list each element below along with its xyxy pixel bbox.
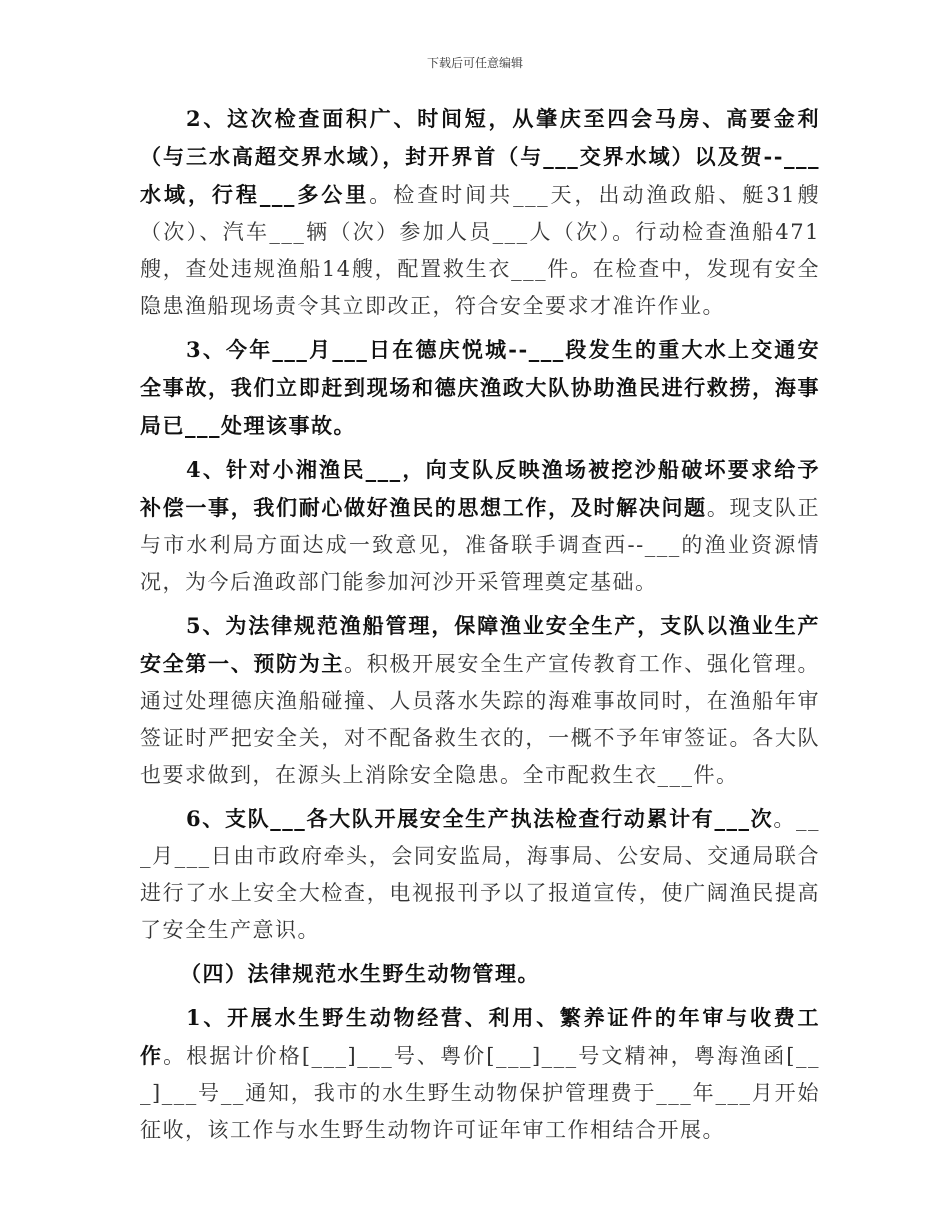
paragraph-text: 。现支队正与市水利局方面达成一致意见，准备联手调查西--___的渔业资源情况，为今后渔政部门能参加河沙开采管理奠定基础。 <box>140 496 821 594</box>
paragraph-item-3 <box>140 331 820 445</box>
paragraph-text: 。___月___日由市政府牵头，会同安监局，海事局、公安局、交通局联合进行了水上安全大检查，电视报刊予以了报道宣传，使广阔渔民提高了安全生产意识。 <box>140 807 820 942</box>
paragraph-bold-text: 4、针对小湘渔民___，向支队反映渔场被挖沙船破坏要求给予补偿一事，我们耐心做好渔民的思想工作，及时解决问题 <box>140 457 820 520</box>
page-header: 下载后可任意编辑 <box>426 56 523 70</box>
paragraph-bold-text: 1、开展水生野生动物经营、利用、繁养证件的年审与收费工作 <box>140 1005 820 1068</box>
paragraph-bold-text: 6、支队___各大队开展安全生产执法检查行动累计有___次 <box>186 806 774 831</box>
document-body <box>140 100 820 1155</box>
section-heading <box>140 955 820 993</box>
paragraph-item-5 <box>140 607 820 794</box>
paragraph-text: 。根据计价格[___]___号、粤价[___]___号文精神，粤海渔函[___]___号__通知，我市的水生野生动物保护管理费于___年___月开始征收，该工作与水生野生动物许可证年审工作相结合开展。 <box>140 1044 821 1142</box>
paragraph-item-4 <box>140 451 820 601</box>
paragraph-item-7 <box>140 999 820 1149</box>
paragraph-item-6 <box>140 800 820 949</box>
paragraph-bold-text: 3、今年___月___日在德庆悦城--___段发生的重大水上交通安全事故，我们立即赶到现场和德庆渔政大队协助渔民进行救捞，海事局已___处理该事故。 <box>140 337 820 438</box>
paragraph-text: 。检查时间共___天，出动渔政船、艇31艘（次）、汽车___辆（次）参加人员___人（次）。行动检查渔船471艘，查处违规渔船14艘，配置救生衣___件。在检查中，发现有安全隐患渔船现场责令其立即改正，符合安全要求才准许作业。 <box>140 183 820 318</box>
paragraph-text: 。积极开展安全生产宣传教育工作、强化管理。通过处理德庆渔船碰撞、人员落水失踪的海难事故同时，在渔船年审签证时严把安全关，对不配备救生衣的，一概不予年审签证。各大队也要求做到，在源头上消除安全隐患。全市配救生衣___件。 <box>140 652 821 787</box>
paragraph-bold-text: 2、这次检查面积广、时间短，从肇庆至四会马房、高要金利（与三水高超交界水域），封开界首（与___交界水域）以及贺--___水域，行程___多公里 <box>140 106 820 207</box>
paragraph-bold-text: 5、为法律规范渔船管理，保障渔业安全生产，支队以渔业生产安全第一、预防为主 <box>140 613 820 676</box>
paragraph-item-2 <box>140 100 820 325</box>
section-heading-text: （四）法律规范水生野生动物管理。 <box>180 961 540 986</box>
